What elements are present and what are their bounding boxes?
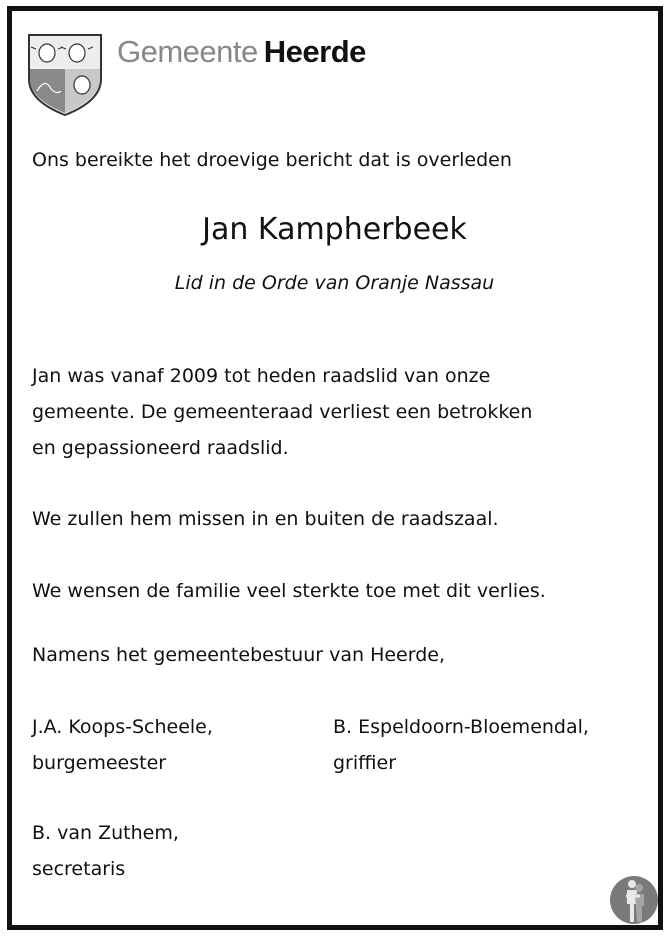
signatory-role: burgemeester bbox=[32, 752, 167, 774]
text-line: en gepassioneerd raadslid. bbox=[32, 437, 289, 459]
signatory-mayor bbox=[32, 709, 213, 781]
brand-name: Gemeente Heerde bbox=[117, 34, 366, 69]
paragraph-miss: We zullen hem missen in en buiten de raadszaal. bbox=[32, 508, 499, 530]
border-frame bbox=[7, 6, 663, 930]
signatory-name: J.A. Koops-Scheele, bbox=[32, 716, 213, 738]
signatory-role: griffier bbox=[333, 752, 397, 774]
deceased-name: Jan Kampherbeek bbox=[202, 212, 467, 247]
signatory-secretary bbox=[32, 815, 179, 887]
text-line: Jan was vanaf 2009 tot heden raadslid van onze bbox=[32, 365, 491, 387]
text-line: gemeente. De gemeenteraad verliest een betrokken bbox=[32, 401, 533, 423]
paragraph-on-behalf: Namens het gemeentebestuur van Heerde, bbox=[32, 644, 446, 666]
signatory-clerk bbox=[333, 709, 589, 781]
embrace-icon bbox=[610, 876, 658, 928]
intro-text: Ons bereikte het droevige bericht dat is overleden bbox=[32, 149, 512, 171]
paragraph-condolence: We wensen de familie veel sterkte toe met dit verlies. bbox=[32, 580, 546, 602]
coat-of-arms-logo bbox=[27, 33, 103, 117]
signatory-role: secretaris bbox=[32, 858, 126, 880]
honor-text: Lid in de Orde van Oranje Nassau bbox=[174, 272, 495, 294]
paragraph-tribute bbox=[32, 358, 532, 466]
signatory-name: B. van Zuthem, bbox=[32, 822, 179, 844]
signatory-name: B. Espeldoorn-Bloemendal, bbox=[333, 716, 589, 738]
